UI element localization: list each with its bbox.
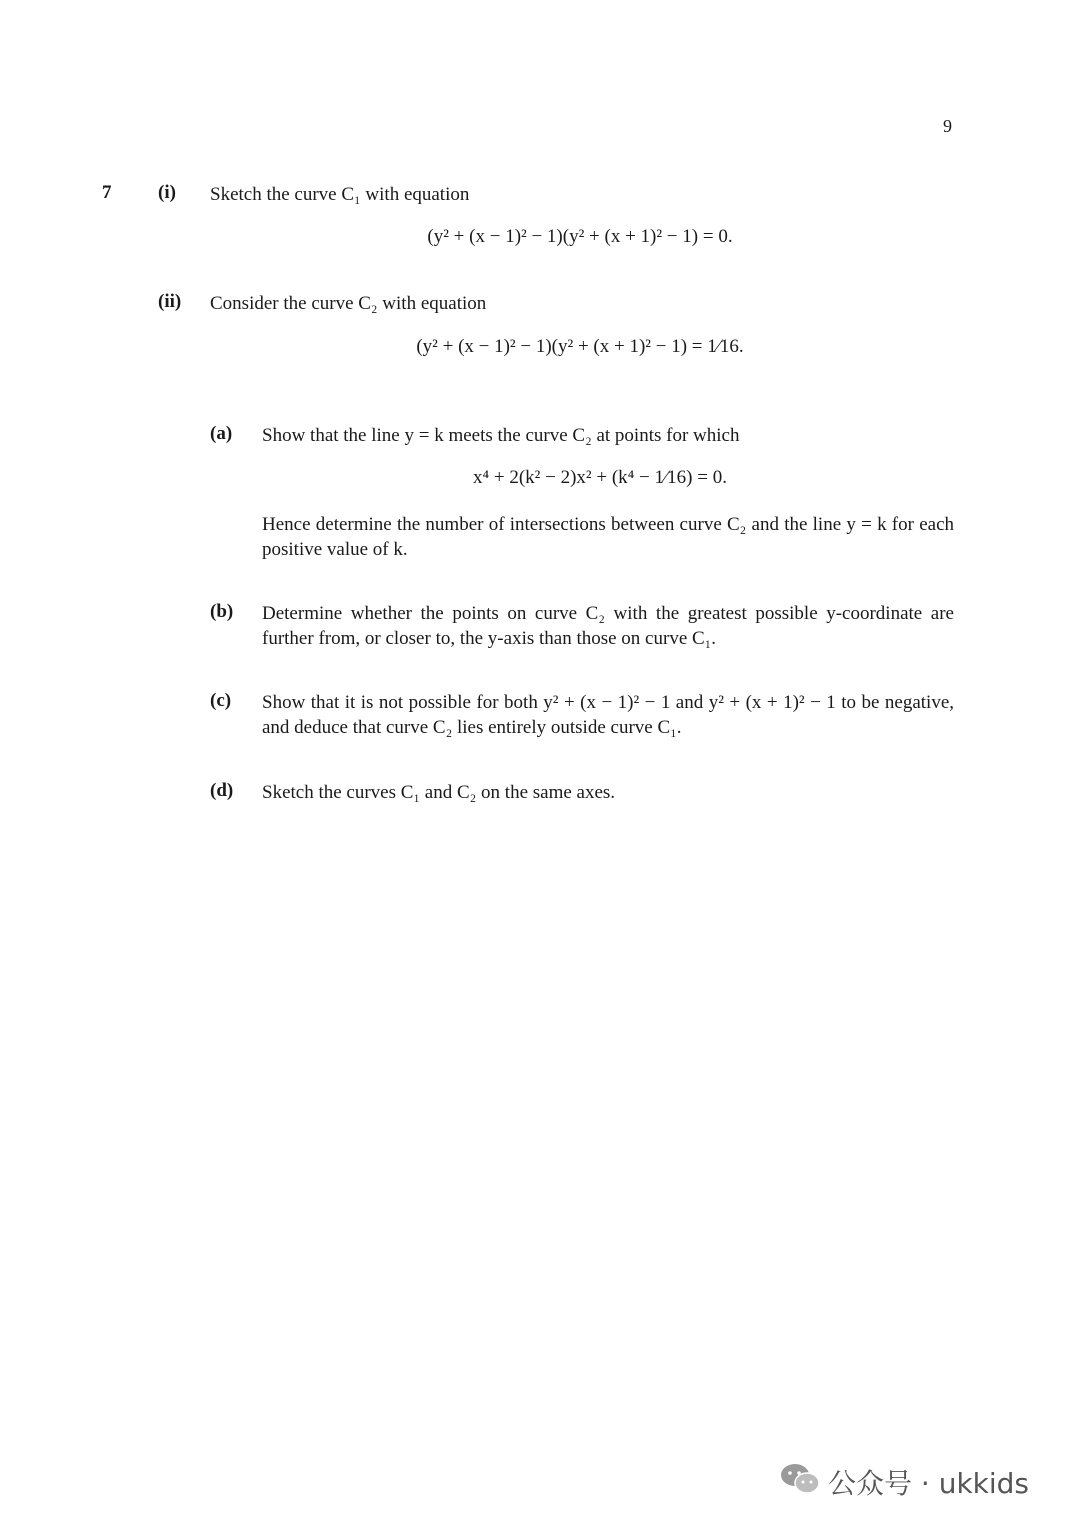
sub-c-text: Show that it is not possible for both y² + (x − 1)² − 1 and y² + (x + 1)² − 1 to be negative, and deduce that curve C₂ lies entirely outside curve C₁.: [262, 692, 954, 738]
watermark-text: 公众号 · ukkids: [828, 1467, 1030, 1500]
sub-d-label: (d): [210, 780, 234, 801]
sub-b-text: Determine whether the points on curve C₂ with the greatest possible y-coordinate are further from, or closer to, the y-axis than those on curve C₁.: [262, 603, 954, 649]
sub-a-equation: x⁴ + 2(k² − 2)x² + (k⁴ − 1⁄16) = 0.: [473, 467, 727, 488]
wechat-icon: [780, 1462, 828, 1503]
watermark: [780, 1462, 1029, 1502]
part-i-text: Sketch the curve C₁ with equation: [210, 184, 470, 205]
sub-a-label: (a): [210, 423, 233, 444]
part-i-equation: (y² + (x − 1)² − 1)(y² + (x + 1)² − 1) = 0.: [427, 226, 733, 247]
sub-c-label: (c): [210, 690, 232, 711]
part-ii-label: (ii): [158, 291, 182, 312]
sub-a-text: Show that the line y = k meets the curve C₂ at points for which: [262, 425, 740, 446]
sub-b-label: (b): [210, 601, 234, 622]
part-i-label: (i): [158, 182, 176, 203]
sub-d-text: Sketch the curves C₁ and C₂ on the same axes.: [262, 782, 616, 803]
part-ii-equation: (y² + (x − 1)² − 1)(y² + (x + 1)² − 1) = 1⁄16.: [416, 336, 744, 357]
page-number: 9: [943, 116, 952, 136]
sub-a-hence: Hence determine the number of intersections between curve C₂ and the line y = k for each positive value of k.: [262, 514, 954, 560]
question-number: 7: [102, 182, 112, 203]
part-ii-text: Consider the curve C₂ with equation: [210, 293, 487, 314]
